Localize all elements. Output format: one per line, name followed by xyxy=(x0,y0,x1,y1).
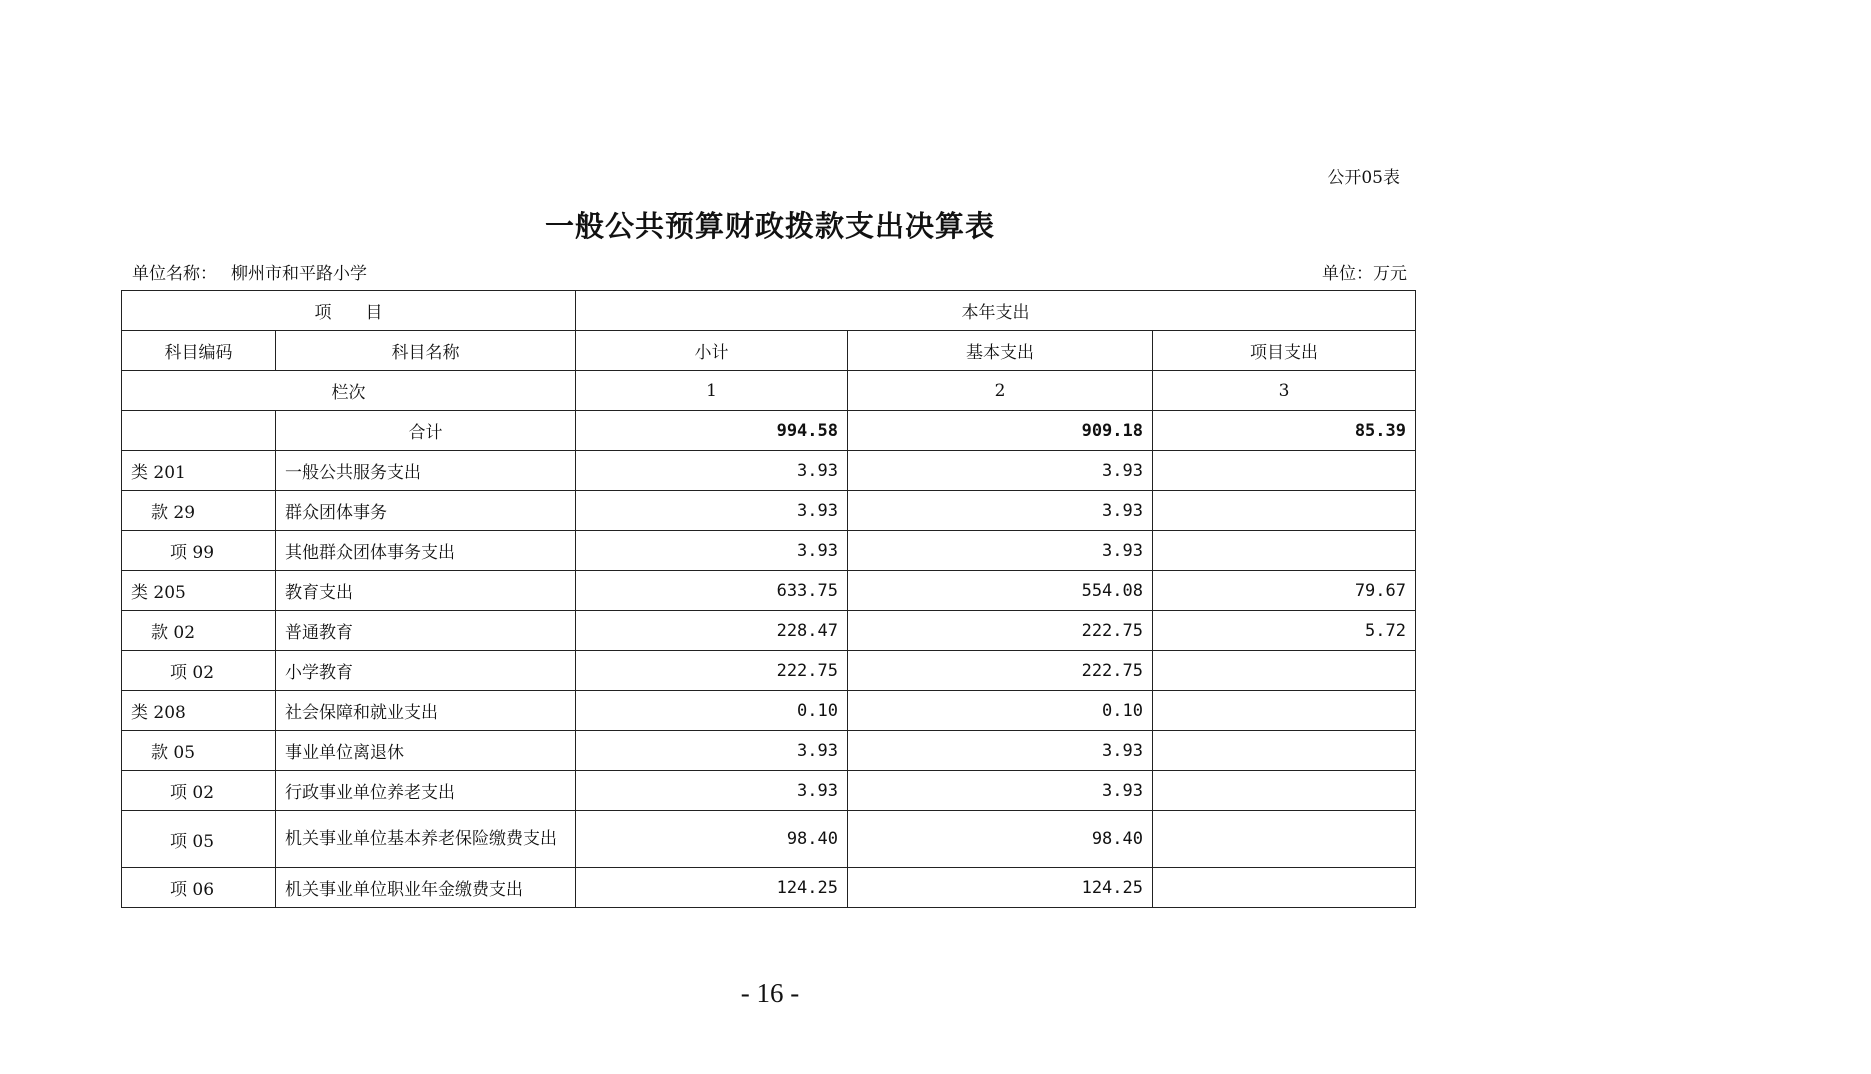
total-project: 85.39 xyxy=(1153,411,1416,451)
col-header-name: 科目名称 xyxy=(276,331,576,371)
row-name: 群众团体事务 xyxy=(276,491,576,531)
row-name: 教育支出 xyxy=(276,571,576,611)
row-basic: 3.93 xyxy=(848,491,1153,531)
total-basic: 909.18 xyxy=(848,411,1153,451)
row-subtotal: 124.25 xyxy=(576,868,848,908)
row-code: 款 05 xyxy=(122,731,276,771)
row-subtotal: 633.75 xyxy=(576,571,848,611)
row-project: 5.72 xyxy=(1153,611,1416,651)
table-row xyxy=(122,491,1416,531)
col-header-subtotal: 小计 xyxy=(576,331,848,371)
row-code: 款 29 xyxy=(122,491,276,531)
row-name: 社会保障和就业支出 xyxy=(276,691,576,731)
row-code: 款 02 xyxy=(122,611,276,651)
row-project xyxy=(1153,771,1416,811)
row-project xyxy=(1153,868,1416,908)
row-name: 事业单位离退休 xyxy=(276,731,576,771)
group-header-row xyxy=(122,291,1416,331)
row-code: 类 205 xyxy=(122,571,276,611)
col-header-basic: 基本支出 xyxy=(848,331,1153,371)
expenditure-table xyxy=(121,290,1416,908)
row-subtotal: 222.75 xyxy=(576,651,848,691)
row-basic: 3.93 xyxy=(848,731,1153,771)
row-subtotal: 3.93 xyxy=(576,451,848,491)
row-subtotal: 98.40 xyxy=(576,811,848,868)
row-project xyxy=(1153,451,1416,491)
current-year-group-header: 本年支出 xyxy=(576,291,1416,331)
row-code: 项 02 xyxy=(122,771,276,811)
row-subtotal: 228.47 xyxy=(576,611,848,651)
row-basic: 222.75 xyxy=(848,611,1153,651)
row-subtotal: 0.10 xyxy=(576,691,848,731)
row-project xyxy=(1153,531,1416,571)
total-row xyxy=(122,411,1416,451)
table-row xyxy=(122,868,1416,908)
index-col-3: 3 xyxy=(1153,371,1416,411)
row-name: 机关事业单位基本养老保险缴费支出 xyxy=(276,811,576,868)
unit-name-label: 单位名称： xyxy=(132,264,217,284)
table-row xyxy=(122,691,1416,731)
row-project xyxy=(1153,491,1416,531)
index-row xyxy=(122,371,1416,411)
row-code: 项 02 xyxy=(122,651,276,691)
row-name: 普通教育 xyxy=(276,611,576,651)
total-label: 合计 xyxy=(276,411,576,451)
row-basic: 554.08 xyxy=(848,571,1153,611)
total-code-cell xyxy=(122,411,276,451)
table-row xyxy=(122,531,1416,571)
row-basic: 3.93 xyxy=(848,451,1153,491)
table-row xyxy=(122,771,1416,811)
unit-name-value: 柳州市和平路小学 xyxy=(231,264,367,284)
row-subtotal: 3.93 xyxy=(576,731,848,771)
row-basic: 0.10 xyxy=(848,691,1153,731)
row-name: 一般公共服务支出 xyxy=(276,451,576,491)
page-number: - 16 - xyxy=(740,978,800,1008)
row-project xyxy=(1153,811,1416,868)
row-code: 项 99 xyxy=(122,531,276,571)
col-header-project: 项目支出 xyxy=(1153,331,1416,371)
table-row xyxy=(122,811,1416,868)
table-row xyxy=(122,571,1416,611)
unit-name-line xyxy=(132,259,367,284)
row-basic: 3.93 xyxy=(848,771,1153,811)
row-project xyxy=(1153,651,1416,691)
row-basic: 98.40 xyxy=(848,811,1153,868)
row-subtotal: 3.93 xyxy=(576,771,848,811)
index-col-2: 2 xyxy=(848,371,1153,411)
row-name: 小学教育 xyxy=(276,651,576,691)
row-name: 机关事业单位职业年金缴费支出 xyxy=(276,868,576,908)
row-project xyxy=(1153,691,1416,731)
row-code: 类 208 xyxy=(122,691,276,731)
row-subtotal: 3.93 xyxy=(576,491,848,531)
row-code: 项 05 xyxy=(122,811,276,868)
row-basic: 3.93 xyxy=(848,531,1153,571)
table-id-label: 公开05表 xyxy=(1327,168,1400,188)
table-row xyxy=(122,611,1416,651)
row-project xyxy=(1153,731,1416,771)
table-row xyxy=(122,651,1416,691)
table-row xyxy=(122,731,1416,771)
row-basic: 124.25 xyxy=(848,868,1153,908)
index-col-1: 1 xyxy=(576,371,848,411)
page-title: 一般公共预算财政拨款支出决算表 xyxy=(544,209,995,243)
row-code: 类 201 xyxy=(122,451,276,491)
row-name: 其他群众团体事务支出 xyxy=(276,531,576,571)
row-code: 项 06 xyxy=(122,868,276,908)
index-label: 栏次 xyxy=(122,371,576,411)
currency-unit-label: 单位：万元 xyxy=(1322,264,1407,284)
table-row xyxy=(122,451,1416,491)
row-project: 79.67 xyxy=(1153,571,1416,611)
row-basic: 222.75 xyxy=(848,651,1153,691)
row-subtotal: 3.93 xyxy=(576,531,848,571)
col-header-code: 科目编码 xyxy=(122,331,276,371)
column-header-row xyxy=(122,331,1416,371)
total-subtotal: 994.58 xyxy=(576,411,848,451)
project-group-header: 项 目 xyxy=(122,291,576,331)
row-name: 行政事业单位养老支出 xyxy=(276,771,576,811)
